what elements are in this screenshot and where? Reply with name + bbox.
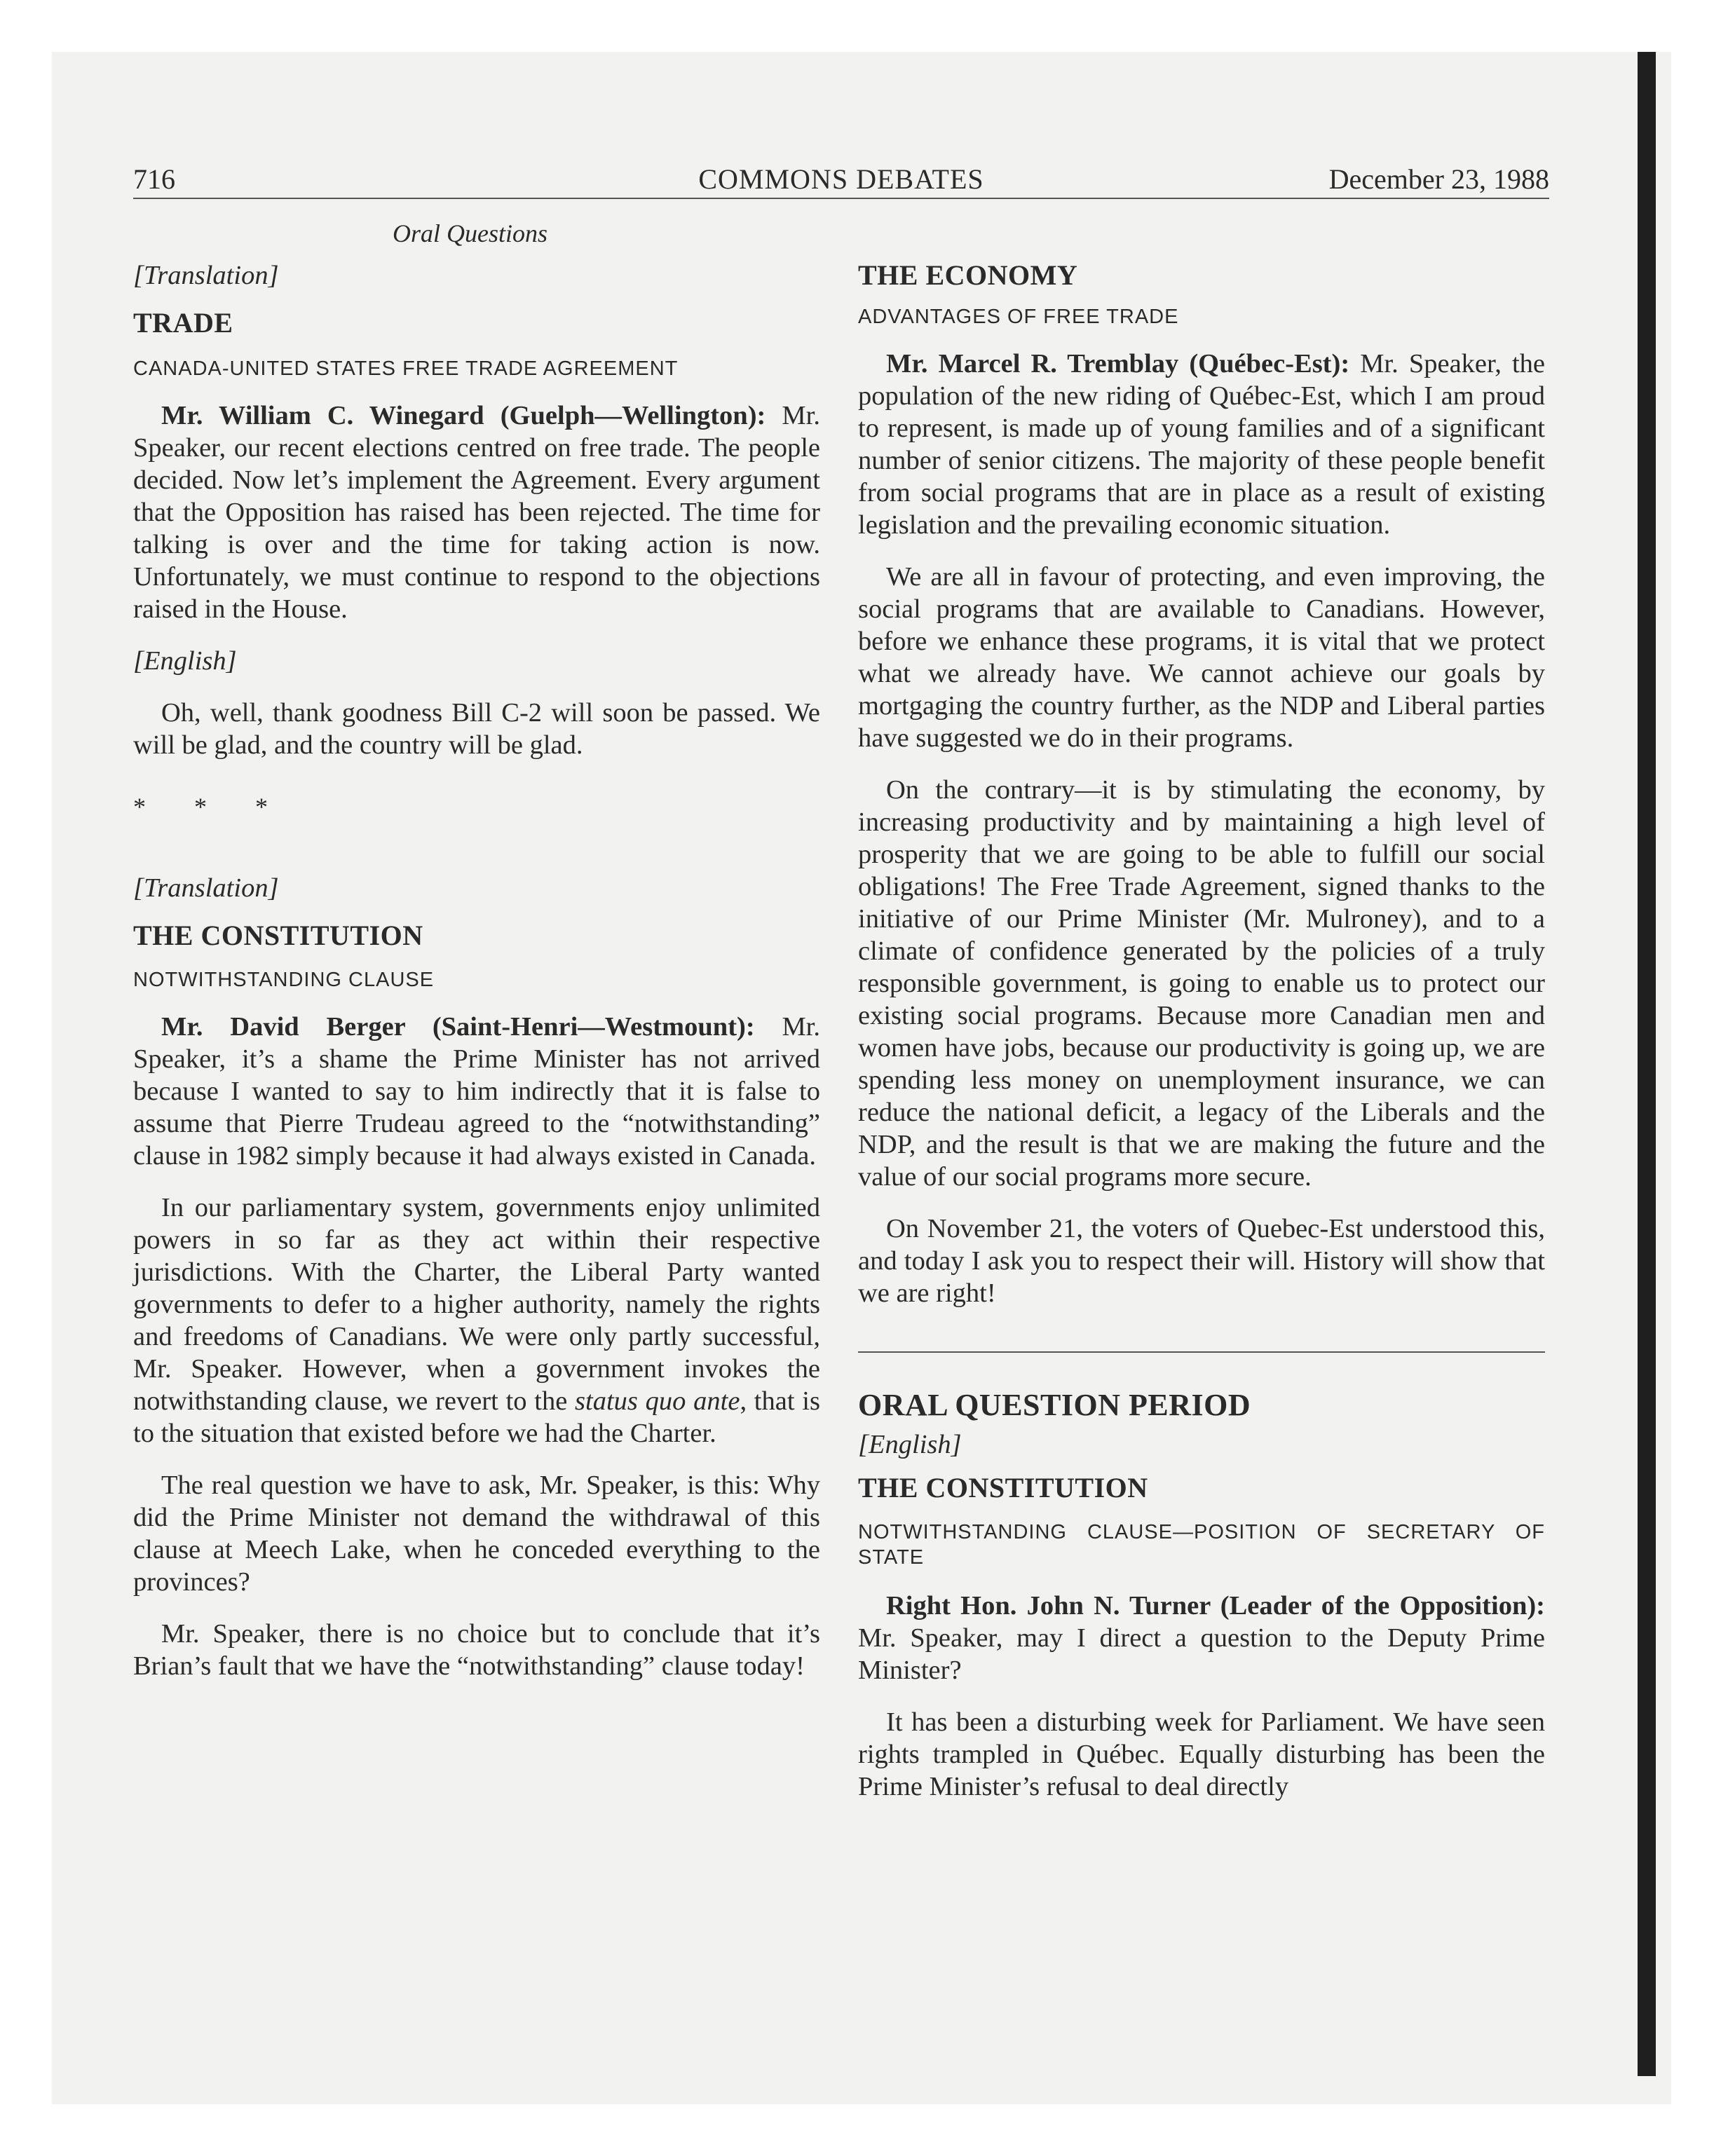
scan-edge-bar [1638, 52, 1656, 2076]
speaker-name: Mr. Marcel R. Tremblay (Québec-Est): [886, 349, 1350, 378]
speech-text: Mr. Speaker, the population of the new riding of Québec-Est, which I am proud to represent, is made up of young families and of a significant number of senior citizens. The majority of these people benefit from social programs that are in place as a result of existing legislation and the prevailing economic situation. [858, 349, 1545, 540]
language-marker: [Translation] [133, 873, 279, 903]
speech-text: , that is to the situation that existed before we had the Charter. [133, 1386, 820, 1448]
section-heading-constitution: THE CONSTITUTION [133, 920, 423, 951]
page-number: 716 [133, 163, 175, 195]
section-separator-stars: * * * [133, 793, 289, 821]
section-heading-oral-question-period: ORAL QUESTION PERIOD [858, 1388, 1251, 1422]
header-rule [133, 198, 1549, 199]
paragraph: The real question we have to ask, Mr. Speaker, is this: Why did the Prime Minister not demand the withdrawal of this clause at Meech Lake, when he conceded everything to the provinces? [133, 1471, 820, 1597]
section-heading-economy: THE ECONOMY [858, 259, 1078, 291]
paragraph: It has been a disturbing week for Parliament. We have seen rights trampled in Québec. Equally disturbing has been the Prime Minister’s refusal to deal directly [858, 1707, 1545, 1801]
right-column [858, 259, 1545, 1803]
subsection-heading: NOTWITHSTANDING CLAUSE [133, 969, 435, 991]
speech-text: Mr. Speaker, our recent elections centred on free trade. The people decided. Now let’s implement the Agreement. Every argument that the Opposition has raised has been rejected. The time for talking is over and the time for taking action is now. Unfortunately, we must continue to respond to the objections raised in the House. [133, 401, 820, 624]
paragraph: We are all in favour of protecting, and even improving, the social programs that are available to Canadians. However, before we enhance these programs, it is vital that we protect what we already have. We cannot achieve our goals by mortgaging the country further, as the NDP and Liberal parties have suggested we do in their programs. [858, 562, 1545, 753]
speaker-name: Right Hon. John N. Turner (Leader of the Opposition): [886, 1591, 1545, 1621]
running-header [133, 163, 1549, 199]
speech-text: Mr. Speaker, may I direct a question to the Deputy Prime Minister? [858, 1623, 1545, 1685]
paragraph [133, 1192, 820, 1449]
paragraph: Mr. Speaker, there is no choice but to conclude that it’s Brian’s fault that we have the “notwithstanding” clause today! [133, 1619, 820, 1681]
speaker-name: Mr. William C. Winegard (Guelph—Wellington): [161, 401, 766, 430]
speech-text: In our parliamentary system, governments enjoy unlimited powers in so far as they act within their respective jurisdictions. With the Charter, the Liberal Party wanted governments to defer to a higher authority, namely the rights and freedoms of Canadians. We were only partly successful, Mr. Speaker. However, when a government invokes the notwithstanding clause, we revert to the [133, 1193, 820, 1416]
subsection-heading: NOTWITHSTANDING CLAUSE—POSITION OF SECRETARY OF STATE [858, 1521, 1545, 1569]
speech-text: Mr. Speaker, it’s a shame the Prime Minister has not arrived because I wanted to say to him indirectly that it is false to assume that Pierre Trudeau agreed to the “notwithstanding” clause in 1982 simply because it had always existed in Canada. [133, 1012, 820, 1171]
paragraph [133, 400, 820, 625]
paragraph: On November 21, the voters of Quebec-Est understood this, and today I ask you to respect their will. History will show that we are right! [858, 1214, 1545, 1308]
subsection-heading: CANADA-UNITED STATES FREE TRADE AGREEMENT [133, 357, 679, 380]
section-heading-constitution: THE CONSTITUTION [858, 1472, 1148, 1503]
paragraph: Oh, well, thank goodness Bill C-2 will soon be passed. We will be glad, and the country will be glad. [133, 698, 820, 760]
subsection-heading: ADVANTAGES OF FREE TRADE [858, 306, 1179, 328]
paragraph [858, 348, 1545, 541]
publication-title: COMMONS DEBATES [698, 163, 984, 195]
italic-phrase: status quo ante [575, 1386, 740, 1416]
left-column [133, 259, 820, 1682]
header-date: December 23, 1988 [1328, 163, 1549, 195]
speaker-name: Mr. David Berger (Saint-Henri—Westmount): [161, 1012, 755, 1042]
section-subtitle: Oral Questions [393, 219, 548, 247]
paragraph [858, 1590, 1545, 1686]
section-heading-trade: TRADE [133, 307, 233, 339]
language-marker: [English] [858, 1430, 962, 1459]
language-marker: [Translation] [133, 261, 279, 290]
language-marker: [English] [133, 646, 237, 676]
paragraph [133, 1011, 820, 1172]
paragraph: On the contrary—it is by stimulating the economy, by increasing productivity and by maintaining a high level of prosperity that we are going to be able to fulfill our social obligations! The Free Trade Agreement, signed thanks to the initiative of our Prime Minister (Mr. Mulroney), and to a climate of confidence generated by the policies of a truly responsible government, is going to enable us to protect our existing social programs. Because more Canadian men and women have jobs, because our productivity is going up, we are spending less money on unemployment insurance, we can reduce the national deficit, a legacy of the Liberals and the NDP, and the result is that we are making the future and the value of our social programs more secure. [858, 775, 1545, 1192]
